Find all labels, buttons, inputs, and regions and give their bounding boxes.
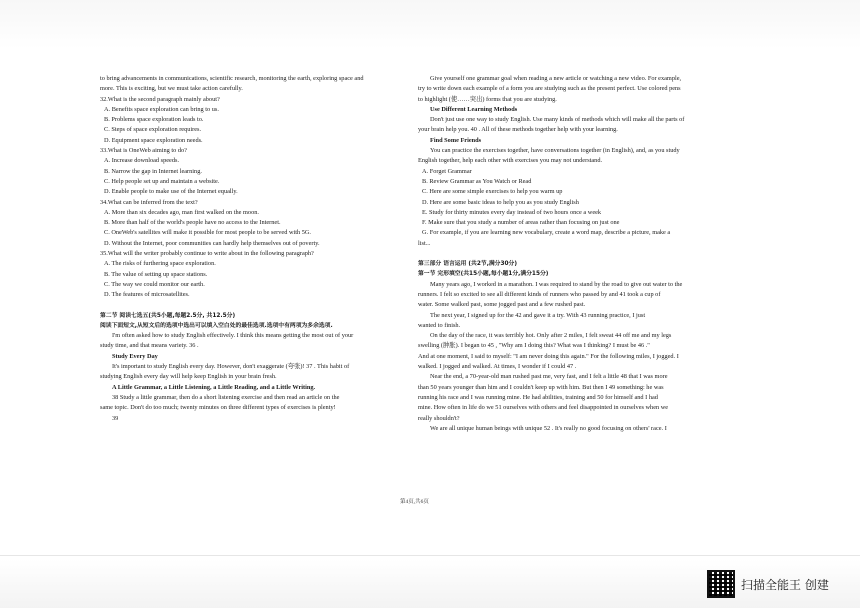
left-text-line: B. Narrow the gap in Internet learning.	[104, 167, 202, 175]
left-text-line: D. Enable people to make use of the Internet equally.	[104, 188, 238, 196]
left-text-line: D. The features of microsatellites.	[104, 291, 190, 299]
right-text-line	[418, 249, 748, 259]
left-text-line: 39	[112, 414, 119, 422]
right-text-line: B. Review Grammar as You Watch or Read	[422, 177, 532, 185]
left-text-line: studying English every day will help keep English in your brain fresh.	[100, 373, 277, 381]
right-text-line: water. Some walked past, some jogged past and a few rushed past.	[418, 301, 586, 309]
right-text-line: E. Study for thirty minutes every day instead of two hours once a week	[422, 208, 602, 216]
right-text-line: list...	[418, 239, 431, 247]
left-text-line: D. Without the Internet, poor communities can hardly help themselves out of poverty.	[104, 239, 320, 247]
left-text-line: A. More than six decades ago, man first walked on the moon.	[104, 208, 259, 216]
right-text-line: On the day of the race, it was terribly hot. Only after 2 miles, I felt sweat 44 off me and my legs	[430, 332, 672, 340]
left-text-line: to bring advancements in communications, scientific research, monitoring the earth, exploring space and	[100, 75, 364, 82]
right-text-line: than 50 years younger than him and I couldn't keep up with him. But then I 49 something: he was	[418, 383, 664, 391]
right-text-line: Find Some Friends	[430, 136, 482, 144]
right-text-line: A. Forget Grammar	[422, 167, 472, 175]
right-text-line: wanted to finish.	[418, 321, 461, 329]
right-text-line: your brain help you. 40 . All of these methods together help with your learning.	[418, 126, 618, 134]
right-text-line: mine. How often in life do we 51 ourselves with others and feel disappointed in ourselves when we	[418, 404, 669, 412]
left-text-line: 34.What can be inferred from the text?	[100, 198, 198, 206]
right-text-line: 第三部分 语言运用 (共2节,满分30分)	[418, 261, 517, 268]
right-text-line: really shouldn't?	[418, 414, 460, 422]
right-text-line: Don't just use one way to study English. Use many kinds of methods which will make all the parts of	[430, 116, 685, 124]
right-text-line: D. Here are some basic ideas to help you as you study English	[422, 198, 579, 206]
left-text-line: study time, and that means variety. 36 .	[100, 342, 199, 350]
right-text-line: running his race and I was running mine. He had abilities, training and 50 for himself and I had	[418, 393, 658, 401]
scan-edge-line	[0, 555, 860, 556]
left-text-line: B. Problems space exploration leads to.	[104, 116, 204, 124]
left-text-line: 35.What will the writer probably continue to write about in the following paragraph?	[100, 250, 314, 258]
left-text-line: It's important to study English every day. However, don't exaggerate (夸张)! 37 . This habit of	[112, 363, 350, 371]
right-text-line: And at one moment, I said to myself: "I am never doing this again." For the following miles, I jogged. I	[418, 352, 679, 360]
left-text-line: C. Steps of space exploration requires.	[104, 126, 202, 134]
left-text-line: 38 Study a little grammar, then do a short listening exercise and then read an article on the	[112, 393, 340, 401]
left-text-line: 32.What is the second paragraph mainly about?	[100, 95, 220, 103]
left-text-line: D. Equipment space exploration needs.	[104, 136, 203, 144]
right-text-line: Many years ago, I worked in a marathon. I was required to stand by the road to give out water to the	[430, 280, 683, 288]
left-text-line: 第二节 阅读七选五(共5小题,每题2.5分, 共12.5分)	[100, 312, 236, 319]
qr-code-icon	[707, 570, 735, 598]
scanner-label: 扫描全能王 创建	[741, 577, 829, 592]
right-text-line: F. Make sure that you study a number of areas rather than focusing on just one	[422, 219, 620, 227]
left-text-line: A Little Grammar, a Little Listening, a Little Reading, and a Little Writing.	[112, 383, 316, 391]
scanner-watermark	[707, 570, 829, 598]
left-text-line: B. More than half of the world's people have no access to the Internet.	[104, 219, 281, 227]
left-text-line: C. OneWeb's satellites will make it possible for most people to be served with 5G.	[104, 229, 311, 237]
right-text-line: walked. I jogged and walked. At times, I wonder if I could 47 .	[418, 363, 577, 371]
right-text-line: The next year, I signed up for the 42 and gave it a try. With 43 running practice, I just	[430, 311, 646, 319]
left-text-line: A. The risks of furthering space exploration.	[104, 260, 216, 268]
left-text-line: A. Increase download speeds.	[104, 157, 180, 165]
right-text-line: swelling (肿胀). I began to 45 , "Why am I doing this? What was I thinking? I must be 46 ."	[418, 342, 650, 350]
left-text-line: 33.What is OneWeb aiming to do?	[100, 147, 187, 155]
right-text-line: C. Here are some simple exercises to help you warm up	[422, 188, 563, 196]
right-text-line: We are all unique human beings with unique 52 . It's really no good focusing on others' race. I	[430, 424, 667, 432]
right-text-line: Give yourself one grammar goal when reading a new article or watching a new video. For example,	[430, 75, 682, 82]
left-text-line: C. Help people set up and maintain a website.	[104, 177, 220, 185]
right-text-line: You can practice the exercises together, have conversations together (in English), and, as you study	[430, 147, 680, 155]
right-text-line: G. For example, if you are learning new vocabulary, create a word map, describe a picture, make a	[422, 229, 671, 237]
left-text-line: C. The way we could monitor our earth.	[104, 280, 205, 288]
left-column	[100, 74, 430, 424]
left-text-line	[100, 301, 430, 311]
right-text-line: English together, help each other with exercises you may not understand.	[418, 157, 603, 165]
right-text-line: 第一节 完形填空(共15小题,每小题1分,满分15分)	[418, 271, 549, 278]
left-text-line: Study Every Day	[112, 352, 158, 360]
left-text-line: B. The value of setting up space stations.	[104, 270, 208, 278]
left-text-line: A. Benefits space exploration can bring to us.	[104, 105, 219, 113]
left-text-line: same topic. Don't do too much; twenty minutes on three different types of exercises is plenty!	[100, 404, 336, 412]
left-text-line: I'm often asked how to study English effectively. I think this means getting the most out of your	[112, 332, 354, 340]
right-text-line: to highlight (使……突出) forms that you are studying.	[418, 95, 557, 103]
right-column	[418, 74, 748, 434]
right-text-line: Near the end, a 70-year-old man rushed past me, very fast, and I felt a little 48 that I was more	[430, 373, 668, 381]
left-text-line: 阅读下面短文,从短文后的选项中选出可以填入空白处的最佳选项.选项中有两项为多余选项.	[100, 322, 333, 329]
page-footer: 第4页,共6页	[400, 499, 429, 505]
left-text-line: more. This is exciting, but we must take action carefully.	[100, 85, 243, 93]
right-text-line: try to write down each example of a form you are studying such as the present perfect. Use colored pens	[418, 85, 681, 93]
right-text-line: Use Different Learning Methods	[430, 105, 518, 113]
right-text-line: runners. I felt so excited to see all different kinds of runners who passed by and 41 took a cup of	[418, 290, 661, 298]
